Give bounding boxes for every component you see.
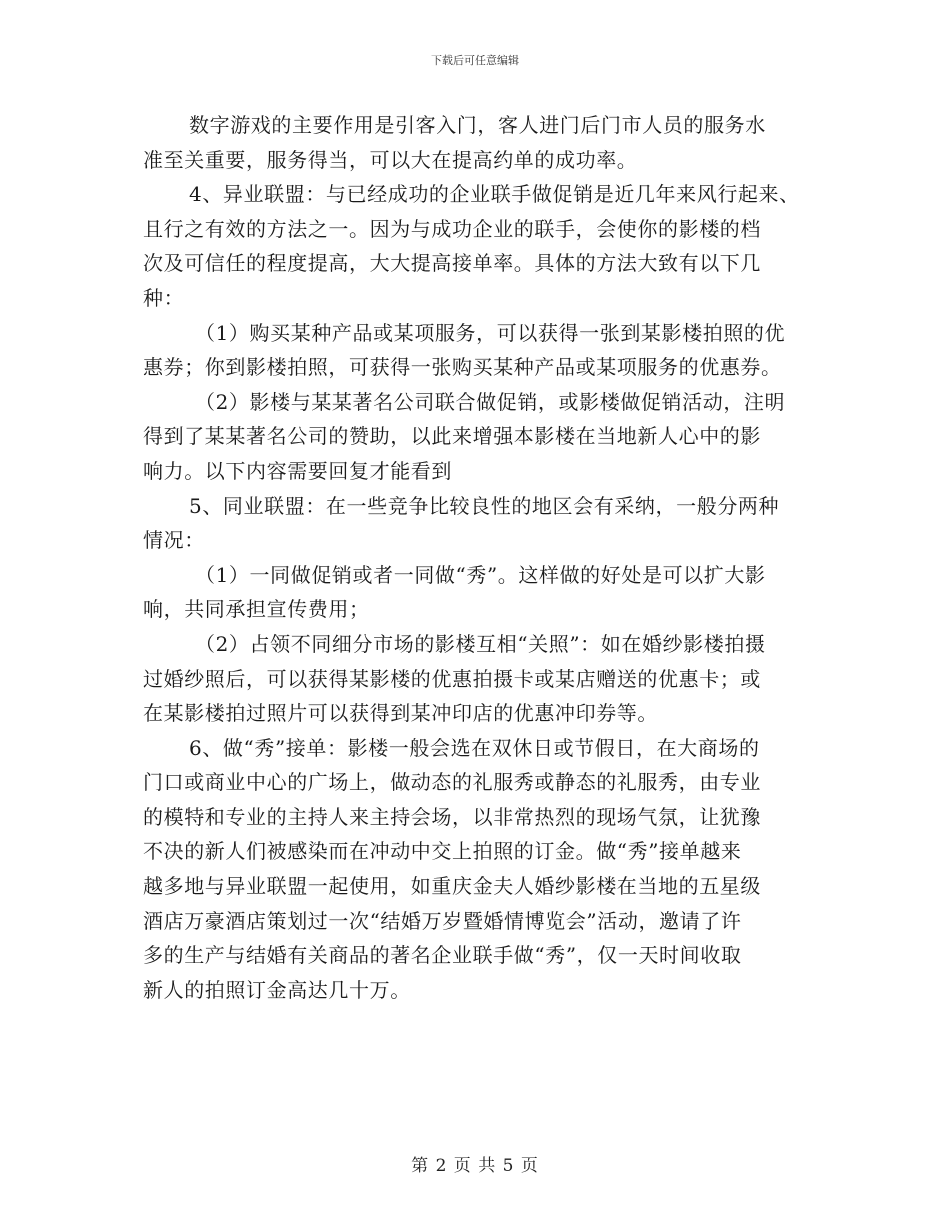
text-line: 多的生产与结婚有关商品的著名企业联手做“秀”，仅一天时间收取 — [143, 943, 742, 968]
text-line: 不决的新人们被感染而在冲动中交上拍照的订金。做“秀”接单越来 — [143, 839, 742, 864]
page-footer: 第 2 页 共 5 页 — [411, 1156, 539, 1176]
text-line: 6、做“秀”接单：影楼一般会选在双休日或节假日，在大商场的 — [189, 735, 760, 760]
text-line: 酒店万豪酒店策划过一次“结婚万岁暨婚情博览会”活动，邀请了许 — [143, 908, 742, 933]
text-line: （1）购买某种产品或某项服务，可以获得一张到某影楼拍照的优 — [195, 320, 786, 345]
text-line: 5、同业联盟：在一些竞争比较良性的地区会有采纳，一般分两种 — [189, 493, 780, 518]
text-line: 次及可信任的程度提高，大大提高接单率。具体的方法大致有以下几 — [143, 251, 761, 276]
text-line: （2）占领不同细分市场的影楼互相“关照”：如在婚纱影楼拍摄 — [195, 631, 766, 656]
text-line: 在某影楼拍过照片可以获得到某冲印店的优惠冲印券等。 — [143, 701, 658, 726]
text-line: 过婚纱照后，可以获得某影楼的优惠拍摄卡或某店赠送的优惠卡；或 — [143, 666, 761, 691]
text-line: （2）影楼与某某著名公司联合做促销，或影楼做促销活动，注明 — [195, 389, 786, 414]
text-line: 响，共同承担宣传费用； — [143, 597, 370, 622]
text-line: 且行之有效的方法之一。因为与成功企业的联手，会使你的影楼的档 — [143, 216, 761, 241]
text-line: 新人的拍照订金高达几十万。 — [143, 977, 411, 1002]
page-header-note: 下载后可任意编辑 — [431, 54, 519, 67]
text-line: （1）一同做促销或者一同做“秀”。这样做的好处是可以扩大影 — [195, 562, 766, 587]
text-line: 准至关重要，服务得当，可以大在提高约单的成功率。 — [143, 147, 638, 172]
text-line: 种： — [143, 285, 185, 310]
text-line: 4、异业联盟：与已经成功的企业联手做促销是近几年来风行起来、 — [189, 182, 800, 207]
text-line: 越多地与异业联盟一起使用，如重庆金夫人婚纱影楼在当地的五星级 — [143, 874, 761, 899]
document-body — [143, 108, 823, 1007]
text-line: 响力。以下内容需要回复才能看到 — [143, 458, 452, 483]
text-line: 的模特和专业的主持人来主持会场，以非常热烈的现场气氛，让犹豫 — [143, 804, 761, 829]
text-line: 门口或商业中心的广场上，做动态的礼服秀或静态的礼服秀，由专业 — [143, 770, 761, 795]
text-line: 情况： — [143, 528, 205, 553]
text-line: 数字游戏的主要作用是引客入门，客人进门后门市人员的服务水 — [189, 113, 766, 137]
text-line: 惠券；你到影楼拍照，可获得一张购买某种产品或某项服务的优惠券。 — [143, 355, 782, 380]
text-line: 得到了某某著名公司的赞助，以此来增强本影楼在当地新人心中的影 — [143, 424, 761, 449]
